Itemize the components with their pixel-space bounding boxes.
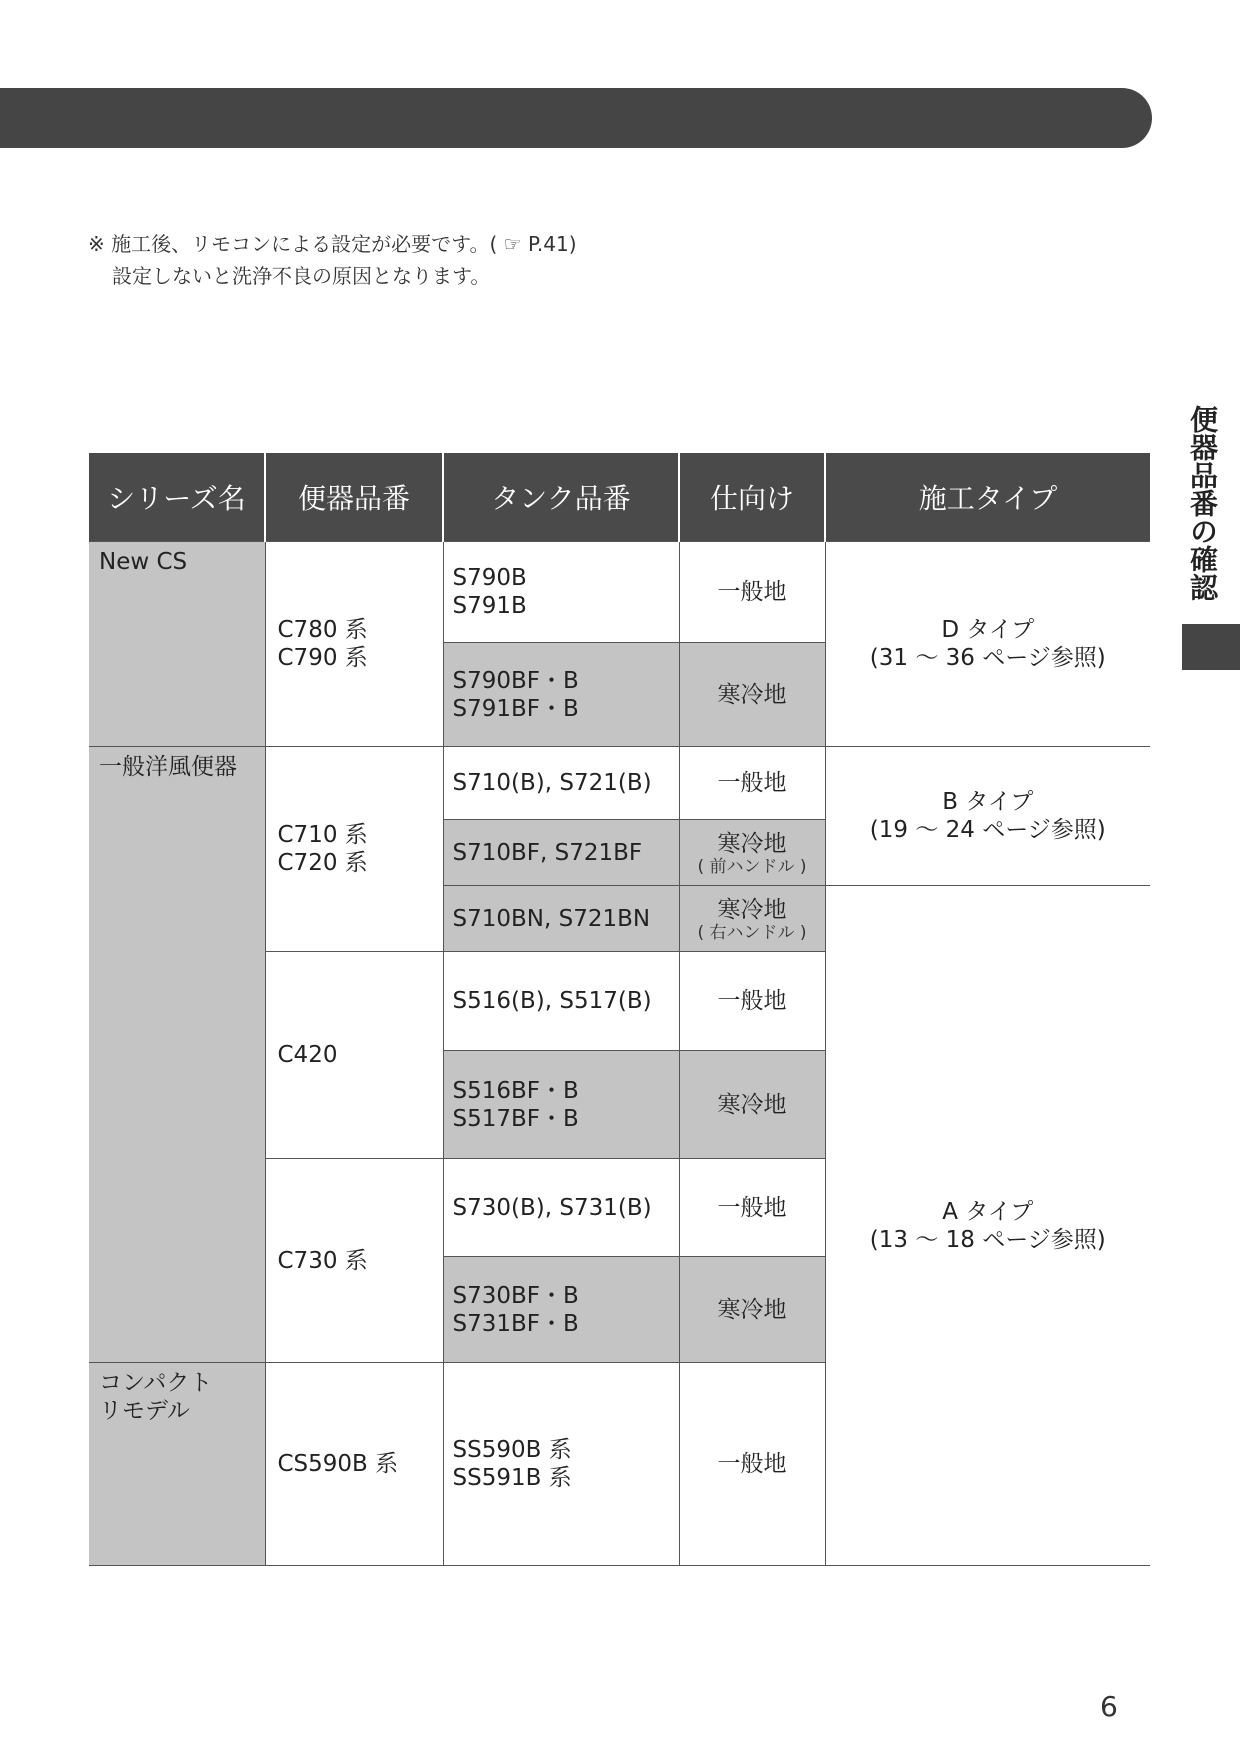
use-cell (679, 820, 825, 886)
header-bowl: 便器品番 (265, 453, 443, 542)
use-main: 寒冷地 (717, 1091, 787, 1118)
tank-cell: SS590B 系 SS591B 系 (443, 1363, 679, 1566)
type-name: A タイプ (942, 1198, 1034, 1225)
header-series: シリーズ名 (89, 453, 265, 542)
use-cell (679, 1363, 825, 1566)
use-main: 寒冷地 (717, 1296, 787, 1323)
use-sub: ( 前ハンドル ) (697, 856, 807, 877)
series-cell: New CS (89, 542, 265, 747)
header-type: 施工タイプ (825, 453, 1150, 542)
toilet-model-table (89, 453, 1150, 1566)
type-ref: (31 ～ 36 ページ参照) (869, 645, 1106, 671)
use-cell (679, 643, 825, 747)
use-cell (679, 952, 825, 1051)
bowl-cell: C780 系 C790 系 (265, 542, 443, 747)
type-name: D タイプ (941, 617, 1035, 643)
header-bar (0, 88, 1152, 148)
use-cell (679, 886, 825, 952)
type-cell (825, 886, 1150, 1566)
type-cell (825, 747, 1150, 886)
tank-cell: S516BF・B S517BF・B (443, 1051, 679, 1159)
tank-cell: S710(B), S721(B) (443, 747, 679, 820)
use-sub: ( 右ハンドル ) (697, 922, 807, 943)
table-row (89, 747, 1150, 820)
tank-cell: S710BF, S721BF (443, 820, 679, 886)
use-main: 一般地 (717, 988, 787, 1014)
tank-cell: S730(B), S731(B) (443, 1159, 679, 1257)
use-main: 寒冷地 (717, 896, 787, 923)
tank-cell: S516(B), S517(B) (443, 952, 679, 1051)
use-cell (679, 1159, 825, 1257)
side-section-tab (1182, 624, 1240, 670)
table-header-row (89, 453, 1150, 542)
use-main: 一般地 (717, 1451, 787, 1477)
use-cell (679, 1257, 825, 1363)
type-ref: (13 ～ 18 ページ参照) (869, 1226, 1106, 1253)
side-section-title: 便器品番の確認 (1186, 405, 1219, 601)
use-cell (679, 747, 825, 820)
bowl-cell: CS590B 系 (265, 1363, 443, 1566)
use-cell (679, 542, 825, 643)
table-row (89, 542, 1150, 643)
use-main: 一般地 (717, 770, 787, 796)
use-main: 一般地 (717, 1194, 787, 1221)
type-name: B タイプ (942, 789, 1034, 815)
bowl-cell: C730 系 (265, 1159, 443, 1363)
tank-cell: S710BN, S721BN (443, 886, 679, 952)
tank-cell: S730BF・B S731BF・B (443, 1257, 679, 1363)
bowl-cell: C420 (265, 952, 443, 1159)
tank-cell: S790BF・B S791BF・B (443, 643, 679, 747)
series-cell: 一般洋風便器 (89, 747, 265, 1363)
use-cell (679, 1051, 825, 1159)
setting-note-line1: ※ 施工後、リモコンによる設定が必要です。( ☞ P.41) (88, 232, 577, 256)
bowl-cell: C710 系 C720 系 (265, 747, 443, 952)
use-main: 寒冷地 (717, 830, 787, 857)
use-main: 一般地 (717, 579, 787, 605)
series-cell: コンパクト リモデル (89, 1363, 265, 1566)
tank-cell: S790B S791B (443, 542, 679, 643)
setting-note-line2: 設定しないと洗浄不良の原因となります。 (112, 264, 491, 288)
header-use: 仕向け (679, 453, 825, 542)
type-cell (825, 542, 1150, 747)
type-ref: (19 ～ 24 ページ参照) (869, 817, 1106, 843)
page-number: 6 (1100, 1690, 1118, 1723)
use-main: 寒冷地 (717, 681, 787, 708)
header-tank: タンク品番 (443, 453, 679, 542)
